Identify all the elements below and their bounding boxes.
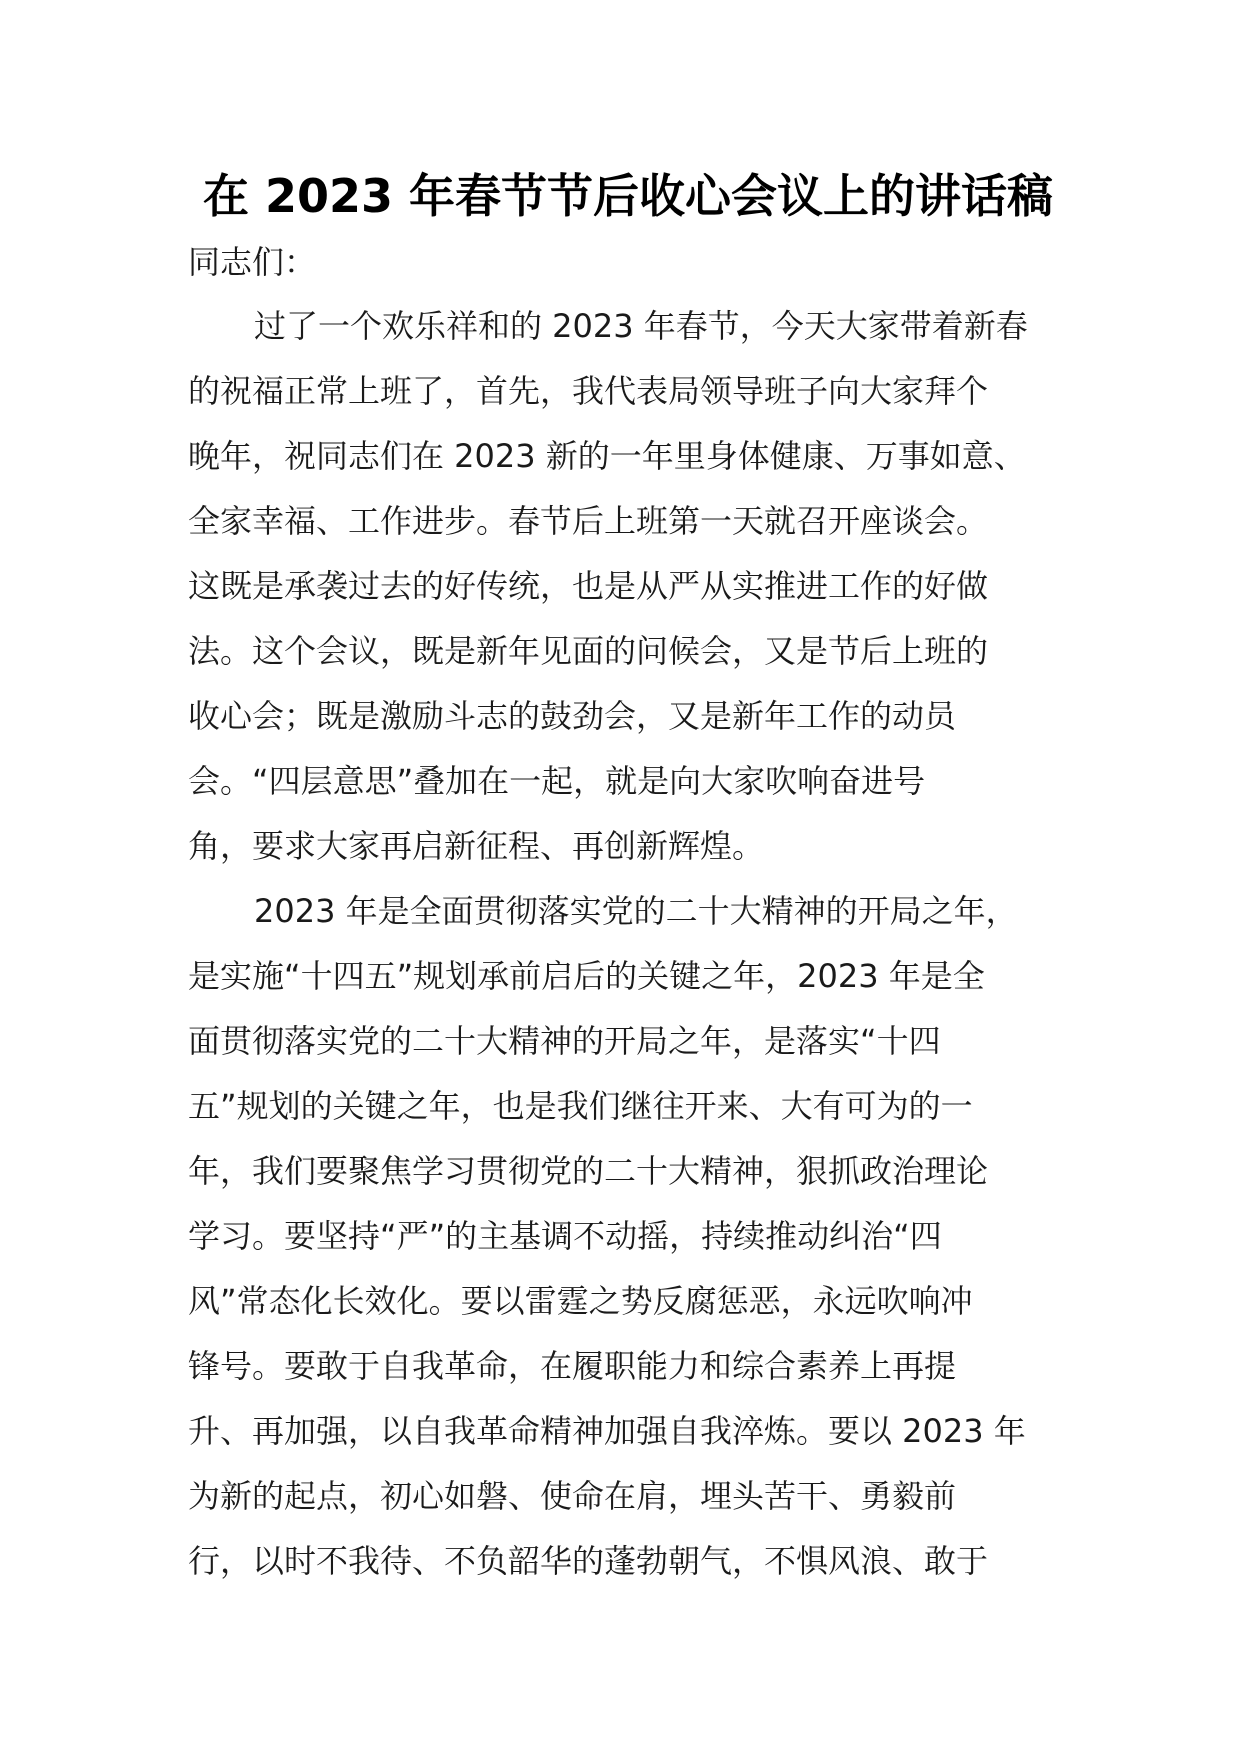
- paragraph-2-line: 学习。要坚持“严”的主基调不动摇，持续推动纠治“四: [188, 1217, 942, 1255]
- paragraph-2-line: 五”规划的关键之年，也是我们继往开来、大有可为的一: [188, 1087, 973, 1125]
- paragraph-1-line: 法。这个会议，既是新年见面的问候会，又是节后上班的: [188, 632, 989, 670]
- paragraph-1-line: 会。“四层意思”叠加在一起，就是向大家吹响奋进号: [188, 762, 926, 800]
- paragraph-1-line: 过了一个欢乐祥和的 2023 年春节，今天大家带着新春: [254, 307, 1028, 345]
- paragraph-2-line: 升、再加强，以自我革命精神加强自我淬炼。要以 2023 年: [188, 1412, 1026, 1450]
- document-title: 在 2023 年春节节后收心会议上的讲话稿: [202, 169, 1054, 223]
- paragraph-2-line: 2023 年是全面贯彻落实党的二十大精神的开局之年，: [254, 892, 1018, 930]
- paragraph-1-line: 晚年，祝同志们在 2023 新的一年里身体健康、万事如意、: [188, 437, 1026, 475]
- paragraph-1-line: 角，要求大家再启新征程、再创新辉煌。: [188, 827, 765, 865]
- paragraph-2-line: 年，我们要聚焦学习贯彻党的二十大精神，狠抓政治理论: [188, 1152, 989, 1190]
- paragraph-2-line: 是实施“十四五”规划承前启后的关键之年，2023 年是全: [188, 957, 985, 995]
- paragraph-2-line: 风”常态化长效化。要以雷霆之势反腐惩恶，永远吹响冲: [188, 1282, 973, 1320]
- paragraph-2-line: 面贯彻落实党的二十大精神的开局之年，是落实“十四: [188, 1022, 941, 1060]
- salutation: 同志们：: [188, 243, 317, 281]
- paragraph-2-line: 行，以时不我待、不负韶华的蓬勃朝气，不惧风浪、敢于: [188, 1542, 989, 1580]
- paragraph-2-line: 锋号。要敢于自我革命，在履职能力和综合素养上再提: [188, 1347, 957, 1385]
- paragraph-1-line: 这既是承袭过去的好传统，也是从严从实推进工作的好做: [188, 567, 989, 605]
- paragraph-1-line: 全家幸福、工作进步。春节后上班第一天就召开座谈会。: [188, 502, 989, 540]
- paragraph-2-line: 为新的起点，初心如磐、使命在肩，埋头苦干、勇毅前: [188, 1477, 957, 1515]
- paragraph-1-line: 收心会；既是激励斗志的鼓劲会，又是新年工作的动员: [188, 697, 957, 735]
- paragraph-1-line: 的祝福正常上班了，首先，我代表局领导班子向大家拜个: [188, 372, 989, 410]
